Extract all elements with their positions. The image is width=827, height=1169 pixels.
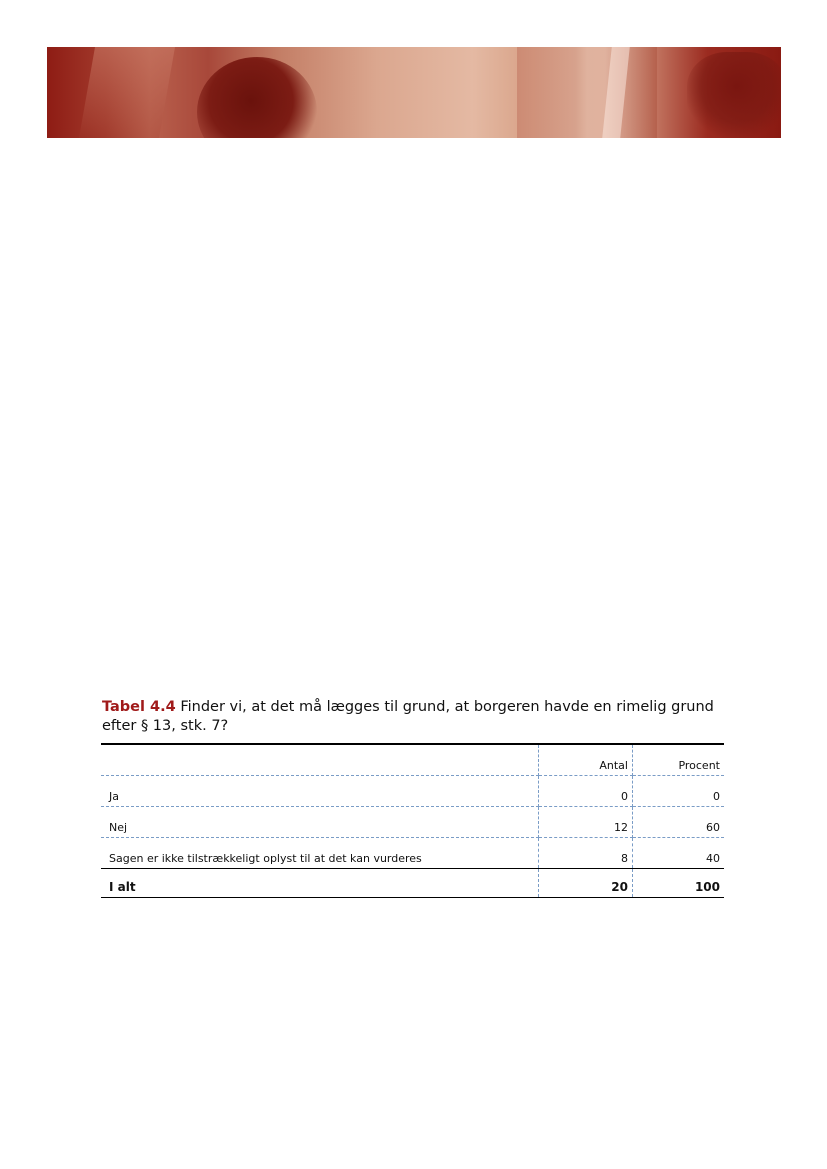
table-row	[101, 776, 724, 807]
table-caption-text: Finder vi, at det må lægges til grund, at borgeren havde en rimelig grund efter § 13, stk. 7?	[102, 699, 714, 734]
row-antal: 8	[539, 838, 633, 869]
total-label: I alt	[101, 869, 539, 898]
row-procent: 0	[632, 776, 724, 807]
results-table	[101, 743, 724, 898]
total-antal: 20	[539, 869, 633, 898]
table-caption-label: Tabel 4.4	[102, 699, 176, 715]
table-total-row	[101, 869, 724, 898]
row-procent: 60	[632, 807, 724, 838]
table-header-row	[101, 744, 724, 776]
row-antal: 12	[539, 807, 633, 838]
banner-figure-shadow	[79, 47, 175, 138]
banner-person-silhouette	[197, 57, 317, 138]
table-header-empty	[101, 744, 539, 776]
header-banner-image	[47, 47, 781, 138]
table-header-antal: Antal	[539, 744, 633, 776]
row-antal: 0	[539, 776, 633, 807]
table-header-procent: Procent	[632, 744, 724, 776]
row-label: Sagen er ikke tilstrækkeligt oplyst til at det kan vurderes	[101, 838, 539, 869]
total-procent: 100	[632, 869, 724, 898]
row-label: Nej	[101, 807, 539, 838]
table-row	[101, 838, 724, 869]
row-label: Ja	[101, 776, 539, 807]
banner-window-light	[517, 47, 657, 138]
row-procent: 40	[632, 838, 724, 869]
table-row	[101, 807, 724, 838]
table-caption	[102, 698, 742, 736]
banner-person-silhouette-right	[687, 52, 781, 138]
